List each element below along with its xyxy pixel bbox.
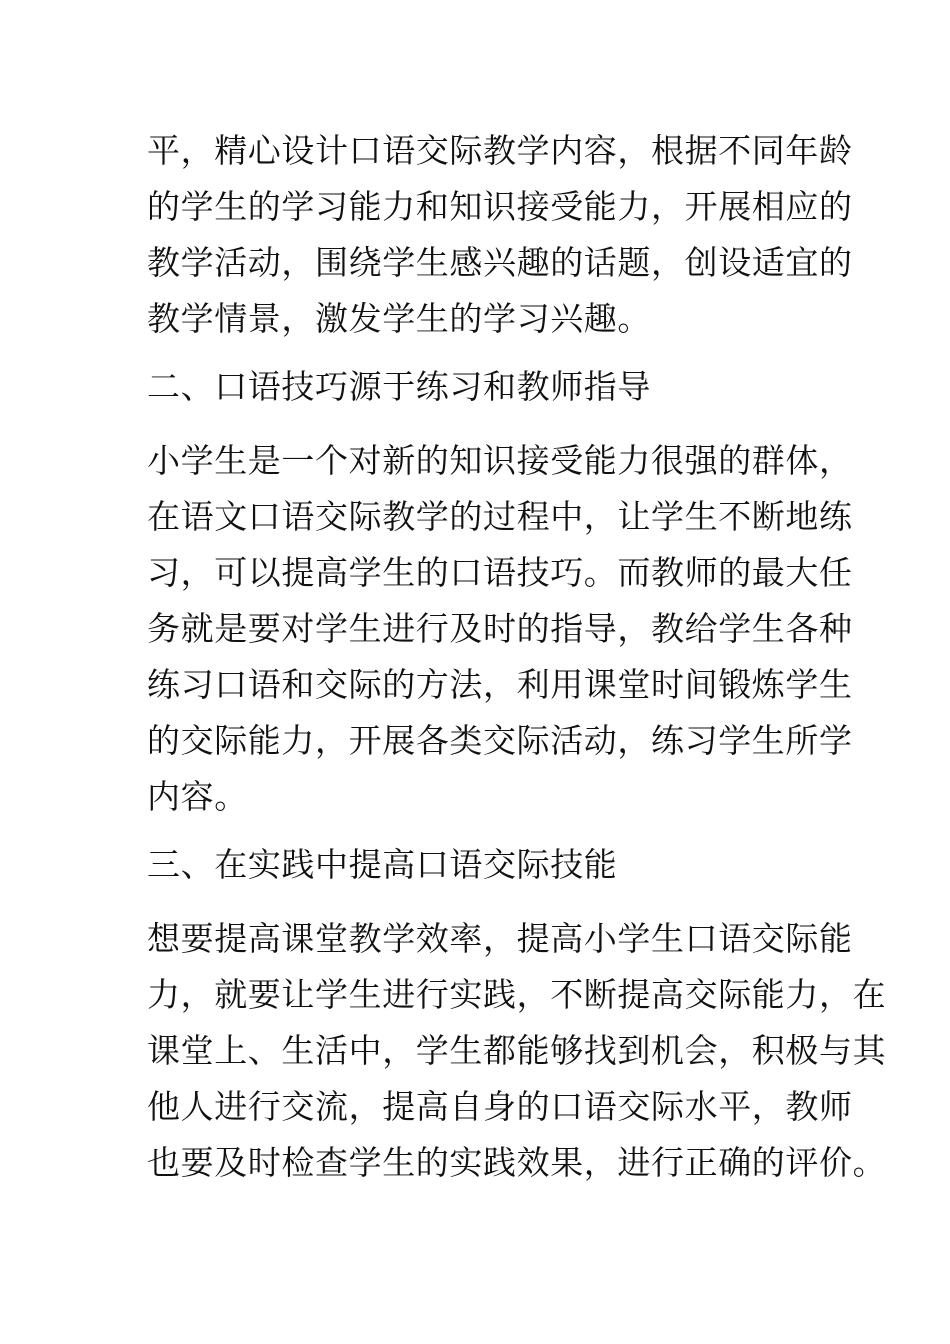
- paragraph-1-line-4: 教学情景，激发学生的学习兴趣。: [147, 299, 651, 338]
- paragraph-2-line-7: 内容。: [147, 777, 248, 816]
- section-heading-2: 二、口语技巧源于练习和教师指导: [147, 367, 651, 406]
- paragraph-3-line-3: 课堂上、生活中，学生都能够找到机会，积极与其: [147, 1031, 887, 1070]
- paragraph-3-line-4: 他人进行交流，提高自身的口语交际水平，教师: [147, 1087, 853, 1126]
- paragraph-1-line-1: 平，精心设计口语交际教学内容，根据不同年龄: [147, 131, 853, 170]
- paragraph-2-line-4: 务就是要对学生进行及时的指导，教给学生各种: [147, 609, 853, 648]
- paragraph-2-line-2: 在语文口语交际教学的过程中，让学生不断地练: [147, 497, 853, 536]
- paragraph-3-line-5: 也要及时检查学生的实践效果，进行正确的评价。: [147, 1143, 887, 1182]
- paragraph-3-line-2: 力，就要让学生进行实践，不断提高交际能力，在: [147, 975, 887, 1014]
- paragraph-2-line-6: 的交际能力，开展各类交际活动，练习学生所学: [147, 721, 853, 760]
- paragraph-1-line-2: 的学生的学习能力和知识接受能力，开展相应的: [147, 187, 853, 226]
- paragraph-2-line-3: 习，可以提高学生的口语技巧。而教师的最大任: [147, 553, 853, 592]
- paragraph-1-line-3: 教学活动，围绕学生感兴趣的话题，创设适宜的: [147, 243, 853, 282]
- paragraph-2-line-5: 练习口语和交际的方法，利用课堂时间锻炼学生: [147, 665, 853, 704]
- section-heading-3: 三、在实践中提高口语交际技能: [147, 845, 618, 884]
- paragraph-2-line-1: 小学生是一个对新的知识接受能力很强的群体，: [147, 441, 853, 480]
- paragraph-3-line-1: 想要提高课堂教学效率，提高小学生口语交际能: [147, 919, 853, 958]
